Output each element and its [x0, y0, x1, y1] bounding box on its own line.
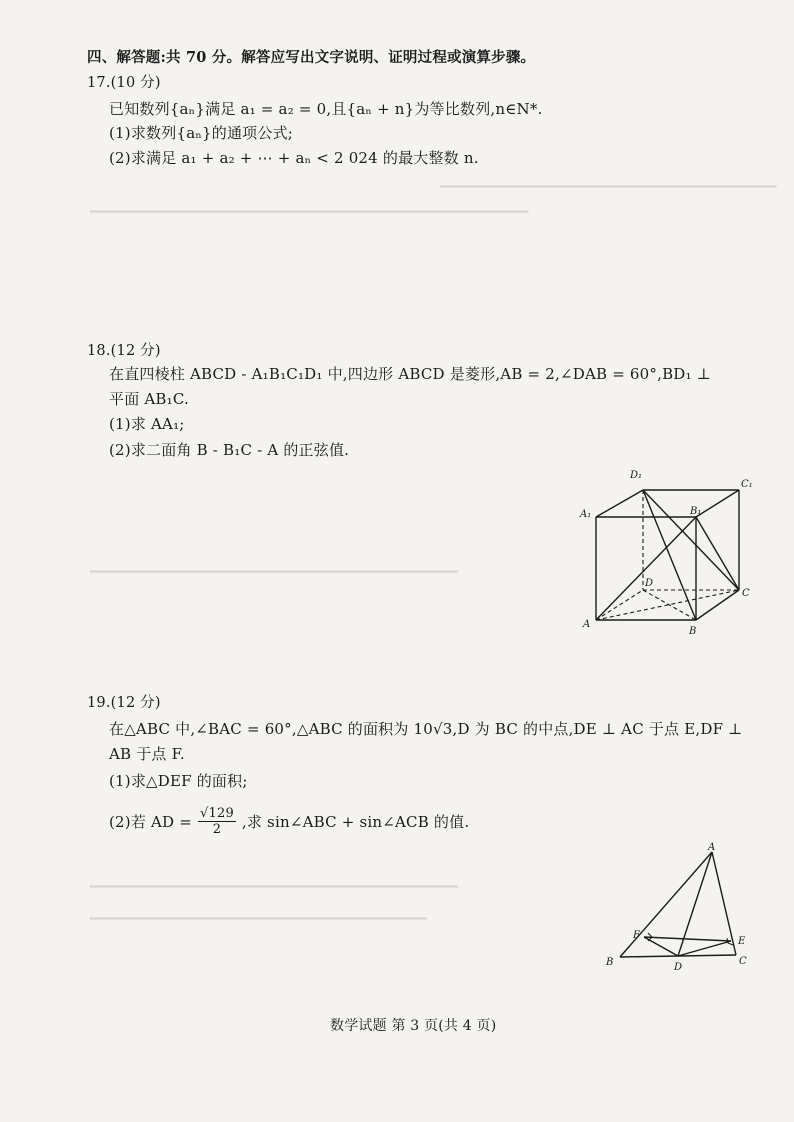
q19-stem-line1: 在△ABC 中,∠BAC = 60°,△ABC 的面积为 10√3,D 为 BC 的中点,DE ⊥ AC 于点 E,DF ⊥ [109, 720, 743, 738]
q19-part1: (1)求△DEF 的面积; [109, 772, 248, 790]
q18-part2: (2)求二面角 B - B₁C - A 的正弦值. [109, 441, 350, 459]
ad-fraction-numerator: √129 [200, 806, 234, 821]
q19-part2 [109, 806, 469, 837]
q19-heading: 19.(12 分) [87, 695, 161, 711]
label-F: F [633, 930, 640, 941]
label-A: A [583, 619, 591, 630]
prism-figure [578, 462, 753, 637]
bleed-through-text: ━━━━━━━━━━━━━━━━━━━━━━━━━━━━━━━━━━━━━━━━━━━━━━━━━━━━━━━━ [90, 205, 529, 220]
triangle-figure [600, 840, 760, 975]
label-C: C [742, 588, 750, 599]
bleed-through-text: ━━━━━━━━━━━━━━━━━━━━━━━━━━━━━━━━━━━━━━━━━━━━━━━ [90, 880, 458, 895]
q18-stem-line1: 在直四棱柱 ABCD - A₁B₁C₁D₁ 中,四边形 ABCD 是菱形,AB = 2,∠DAB = 60°,BD₁ ⊥ [109, 365, 712, 383]
q19-stem-line2: AB 于点 F. [109, 745, 185, 763]
q18-stem-line2: 平面 AB₁C. [109, 390, 189, 408]
label-A: A [708, 842, 716, 853]
q19-part2-suffix: ,求 sin∠ABC + sin∠ACB 的值. [241, 812, 470, 831]
label-D1: D₁ [630, 470, 643, 481]
label-E: E [738, 936, 746, 947]
q19-part2-prefix: (2)若 AD = [109, 812, 193, 831]
label-D: D [645, 578, 654, 589]
bleed-through-text: ━━━━━━━━━━━━━━━━━━━━━━━━━━━━━━━━━━━━━━━━━━━ [440, 180, 777, 195]
label-B: B [689, 626, 697, 637]
label-A1: A₁ [580, 509, 592, 520]
q17-part2: (2)求满足 a₁ + a₂ + ⋯ + aₙ < 2 024 的最大整数 n. [109, 149, 479, 167]
label-C: C [739, 956, 747, 967]
bleed-through-text: ━━━━━━━━━━━━━━━━━━━━━━━━━━━━━━━━━━━━━━━━━━━━━━━ [90, 565, 458, 580]
q17-part1: (1)求数列{aₙ}的通项公式; [109, 124, 294, 142]
q18-heading: 18.(12 分) [87, 343, 161, 359]
ad-fraction-denominator: 2 [212, 822, 222, 837]
label-B: B [606, 957, 614, 968]
label-C1: C₁ [741, 479, 753, 490]
ad-fraction [198, 806, 236, 837]
page-footer: 数学试题 第 3 页(共 4 页) [330, 1018, 497, 1034]
q17-heading: 17.(10 分) [87, 75, 161, 91]
label-D: D [674, 962, 683, 973]
bleed-through-text: ━━━━━━━━━━━━━━━━━━━━━━━━━━━━━━━━━━━━━━━━━━━ [90, 912, 427, 927]
q18-part1: (1)求 AA₁; [109, 415, 185, 433]
q17-stem: 已知数列{aₙ}满足 a₁ = a₂ = 0,且{aₙ + n}为等比数列,n∈N*. [109, 100, 543, 118]
section-title: 四、解答题:共 70 分。解答应写出文字说明、证明过程或演算步骤。 [87, 49, 536, 66]
label-B1: B₁ [690, 506, 702, 517]
